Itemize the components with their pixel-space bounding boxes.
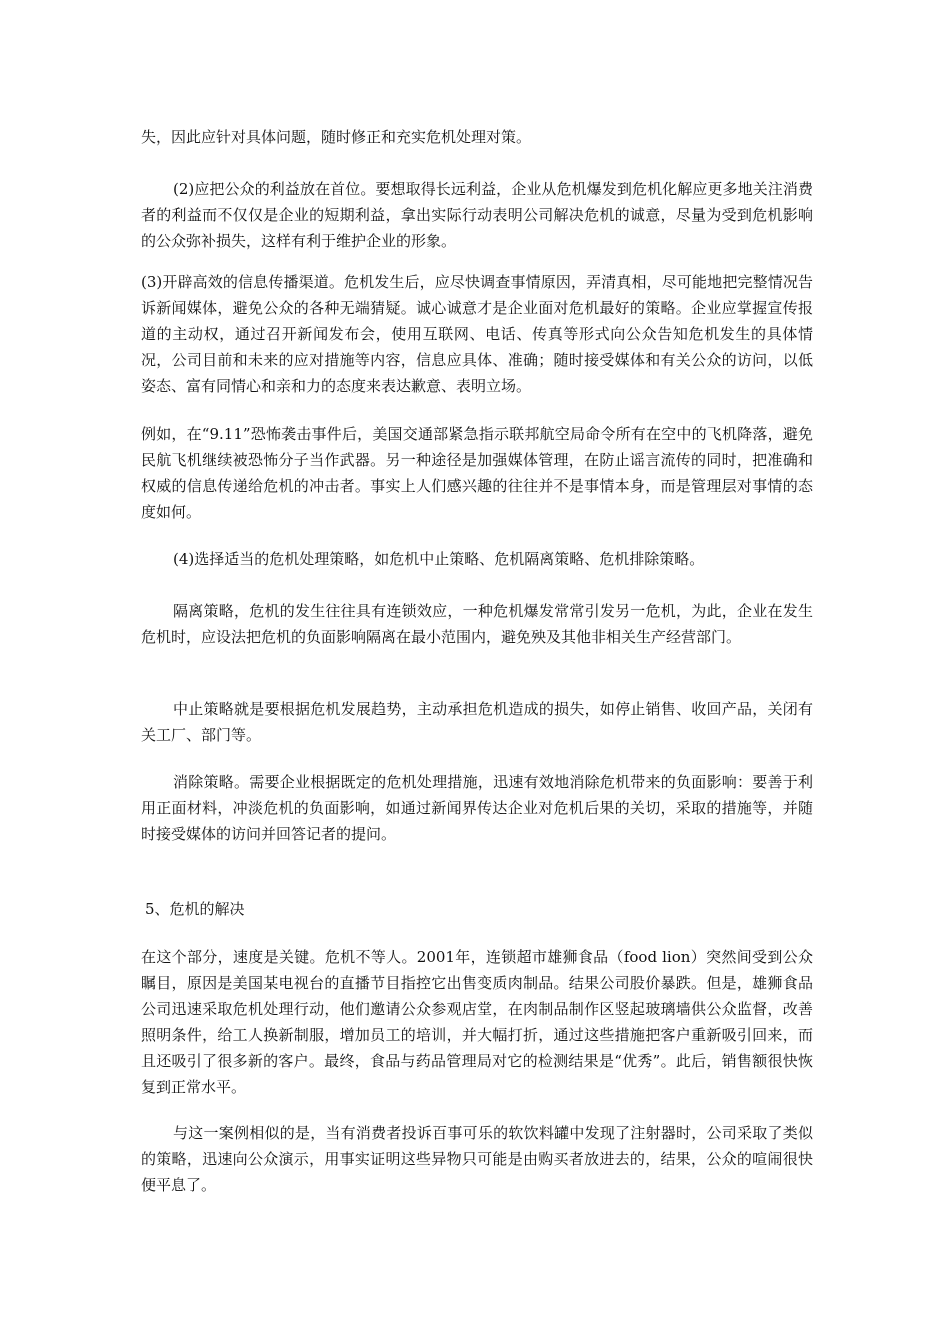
paragraph-pepsi-case: 与这一案例相似的是，当有消费者投诉百事可乐的软饮料罐中发现了注射器时，公司采取了类似的策略，迅速向公众演示，用事实证明这些异物只可能是由购买者放进去的，结果，公众的喧闹很快便平息了。 (141, 1124, 813, 1194)
paragraph-point-2: (2)应把公众的利益放在首位。要想取得长远利益，企业从危机爆发到危机化解应更多地关注消费者的利益而不仅仅是企业的短期利益，拿出实际行动表明公司解决危机的诚意，尽量为受到危机影响的公众弥补损失，这样有利于维护企业的形象。 (141, 180, 813, 250)
paragraph-point-4: (4)选择适当的危机处理策略，如危机中止策略、危机隔离策略、危机排除策略。 (173, 550, 705, 568)
paragraph-example-911: 例如，在“9.11”恐怖袭击事件后，美国交通部紧急指示联邦航空局命令所有在空中的飞机降落，避免民航飞机继续被恐怖分子当作武器。另一种途径是加强媒体管理，在防止谣言流传的同时，把准确和权威的信息传递给危机的冲击者。事实上人们感兴趣的往往并不是事情本身，而是管理层对事情的态度如何。 (141, 425, 813, 521)
paragraph-continuation: 失，因此应针对具体问题，随时修正和充实危机处理对策。 (141, 128, 532, 146)
paragraph-suspension-strategy: 中止策略就是要根据危机发展趋势，主动承担危机造成的损失，如停止销售、收回产品，关闭有关工厂、部门等。 (141, 700, 813, 744)
section-heading-crisis-resolution: 5、危机的解决 (145, 900, 245, 918)
paragraph-point-3: (3)开辟高效的信息传播渠道。危机发生后，应尽快调查事情原因，弄清真相，尽可能地把完整情况告诉新闻媒体，避免公众的各种无端猜疑。诚心诚意才是企业面对危机最好的策略。企业应掌握宣传报道的主动权，通过召开新闻发布会，使用互联网、电话、传真等形式向公众告知危机发生的具体情况，公司目前和未来的应对措施等内容，信息应具体、准确；随时接受媒体和有关公众的访问，以低姿态、富有同情心和亲和力的态度来表达歉意、表明立场。 (141, 273, 813, 395)
paragraph-food-lion-case: 在这个部分，速度是关键。危机不等人。2001年，连锁超市雄狮食品（food lion）突然间受到公众瞩目，原因是美国某电视台的直播节目指控它出售变质肉制品。结果公司股价暴跌。但是，雄狮食品公司迅速采取危机处理行动，他们邀请公众参观店堂，在肉制品制作区竖起玻璃墙供公众监督，改善照明条件，给工人换新制服，增加员工的培训，并大幅打折，通过这些措施把客户重新吸引回来，而且还吸引了很多新的客户。最终，食品与药品管理局对它的检测结果是“优秀”。此后，销售额很快恢复到正常水平。 (141, 948, 813, 1096)
paragraph-elimination-strategy: 消除策略。需要企业根据既定的危机处理措施，迅速有效地消除危机带来的负面影响：要善于利用正面材料，冲淡危机的负面影响，如通过新闻界传达企业对危机后果的关切，采取的措施等，并随时接受媒体的访问并回答记者的提问。 (141, 773, 813, 843)
paragraph-isolation-strategy: 隔离策略，危机的发生往往具有连锁效应，一种危机爆发常常引发另一危机，为此，企业在发生危机时，应设法把危机的负面影响隔离在最小范围内，避免殃及其他非相关生产经营部门。 (141, 602, 813, 646)
